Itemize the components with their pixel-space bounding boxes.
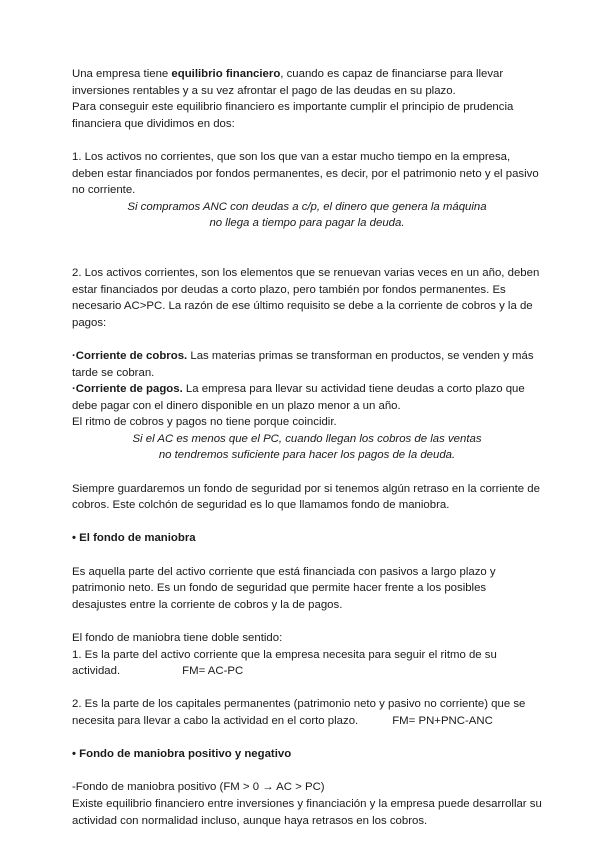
formula-fm-ac-pc: FM= AC-PC — [182, 665, 244, 678]
ritmo-text: El ritmo de cobros y pagos no tiene porque coincidir. — [72, 416, 337, 429]
equilibrio-paragraph: Existe equilibrio financiero entre inversiones y financiación y la empresa puede desarrollar su actividad con normalidad incluso, aunque haya retrasos en los cobros. — [72, 797, 542, 827]
formula-fm-pn-pnc-anc: FM= PN+PNC-ANC — [392, 714, 493, 727]
point-2-text: 2. Los activos corrientes, son los elementos que se renuevan varias veces en un año, deben estar financiados por deudas a corto plazo, pero también por fondos permanentes. Es necesario AC>PC. La razón de ese último requisito se debe a la corriente de cobros y la de pagos: — [72, 266, 540, 329]
sentido-1-text: 1. Es la parte del activo corriente que la empresa necesita para seguir el ritmo de su actividad. — [72, 648, 497, 678]
point-1-text: 1. Los activos no corrientes, que son los que van a estar mucho tiempo en la empresa, deben estar financiados por fondos permanentes, es decir, por el patrimonio neto y el pasivo no corriente. — [72, 150, 539, 197]
fondo-maniobra-definition: Es aquella parte del activo corriente que está financiada con pasivos a largo plazo y patrimonio neto. Es un fondo de seguridad que permite hacer frente a los posibles desajustes entre la corriente de cobros y la de pagos. — [72, 565, 496, 611]
intro-text-end: , cuando es capaz de financiarse para llevar inversiones rentables y a su vez afrontar el pago de las deudas en su plazo. — [72, 68, 504, 97]
sentido-2 — [72, 696, 542, 729]
fondo-positivo-negativo-heading: • Fondo de maniobra positivo y negativo — [72, 748, 292, 761]
pagos-note-line-1: Si el AC es menos que el PC, cuando llegan los cobros de las ventas — [132, 432, 482, 445]
point-1-note-line-1: Si compramos ANC con deudas a c/p, el dinero que genera la máquina — [127, 200, 487, 213]
seguridad-paragraph: Siempre guardaremos un fondo de seguridad por si tenemos algún retraso en la corriente de cobros. Este colchón de seguridad es lo que llamamos fondo de maniobra. — [72, 482, 540, 512]
corriente-cobros-text: Las materias primas se transforman en productos, se venden y más tarde se cobran. — [72, 349, 534, 379]
fondo-positivo-line: -Fondo de maniobra positivo (FM > 0 → AC > PC) — [72, 781, 325, 794]
sentido-1 — [72, 647, 542, 680]
point-1-note-line-2: no llega a tiempo para pagar la deuda. — [209, 217, 405, 230]
fondo-maniobra-heading: • El fondo de maniobra — [72, 532, 196, 545]
corriente-pagos-text: La empresa para llevar su actividad tiene deudas a corto plazo que debe pagar con el dinero disponible en un plazo menor a un año. — [72, 383, 525, 412]
corriente-cobros — [72, 348, 542, 381]
sentido-2-text: 2. Es la parte de los capitales permanentes (patrimonio neto y pasivo no corriente) que se necesita para llevar a cabo la actividad en el corto plazo. — [72, 698, 526, 727]
pagos-note-line-2: no tendremos suficiente para hacer los pagos de la deuda. — [158, 449, 456, 462]
intro-principle: Para conseguir este equilibrio financiero es importante cumplir el principio de prudencia financiera que dividimos en dos: — [72, 101, 514, 130]
corriente-pagos-title: ·Corriente de pagos. — [72, 383, 183, 396]
corriente-pagos — [72, 381, 542, 414]
equilibrio-financiero-term: equilibrio financiero — [171, 68, 281, 80]
document-page — [72, 66, 542, 829]
corriente-cobros-title: ·Corriente de cobros. — [72, 349, 188, 362]
intro-paragraph — [72, 66, 542, 99]
intro-text-start: Una empresa tiene — [72, 68, 172, 80]
doble-sentido-text: El fondo de maniobra tiene doble sentido: — [72, 632, 283, 644]
